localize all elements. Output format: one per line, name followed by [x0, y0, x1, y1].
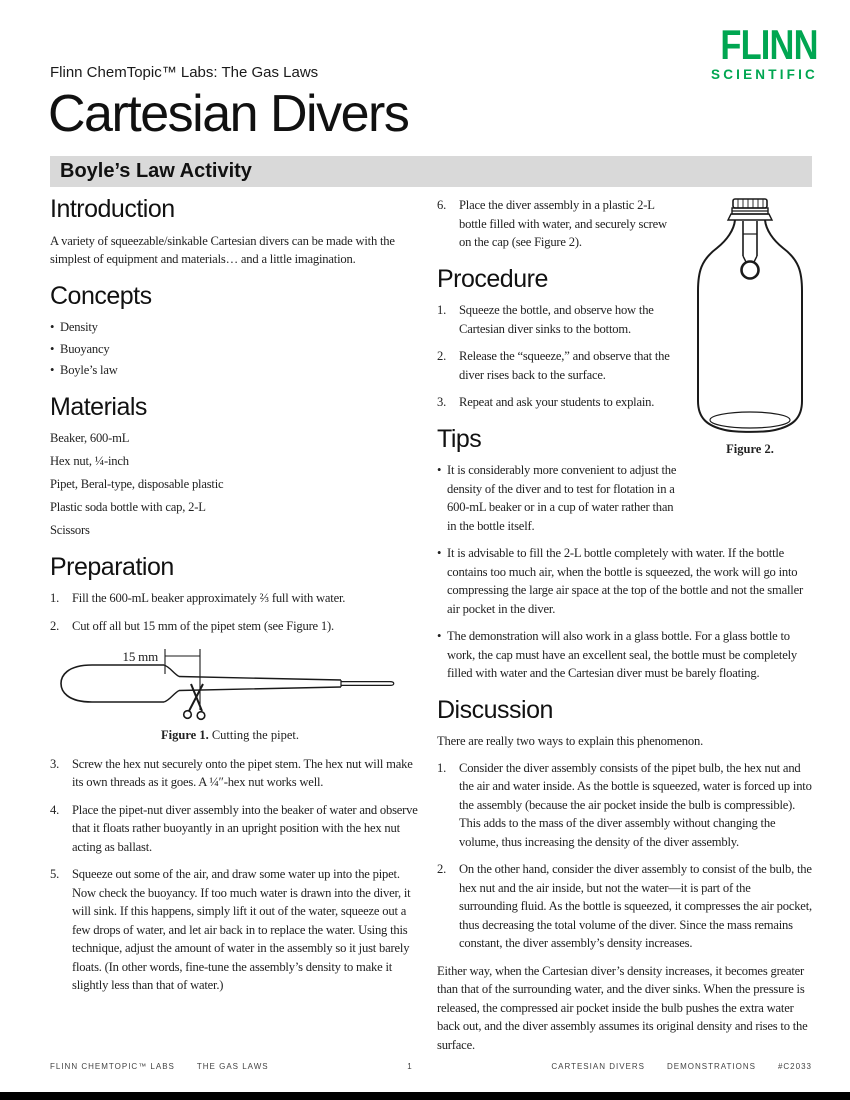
- concept-boyles-law: Boyle’s law: [60, 363, 118, 377]
- discussion-closing: Either way, when the Cartesian diver’s density increases, it becomes greater than that of the surrounding water, and the diver sinks. When the pressure is released, the compressed air pocket inside the bulb pushes the extra water back out, and the diver assembly assumes its original density and rises to the surface.: [437, 963, 808, 1052]
- procedure-step: [437, 301, 678, 338]
- discussion-lead: There are really two ways to explain this phenomenon.: [437, 734, 704, 748]
- step-number: 2.: [50, 618, 60, 633]
- bullet-marker: [50, 340, 60, 359]
- right-column: [437, 196, 812, 1062]
- list-item: Beaker, 600-mL: [50, 431, 130, 445]
- footer-doc-title: CARTESIAN DIVERS: [551, 1062, 645, 1071]
- concept-density: Density: [60, 320, 98, 334]
- preparation-step: [50, 755, 425, 792]
- heading-materials: Materials: [50, 392, 147, 421]
- dimension-label: 15 mm: [122, 649, 158, 664]
- figure-1-caption: [52, 726, 408, 745]
- section-materials: [50, 394, 425, 540]
- footer-left: [50, 1062, 269, 1071]
- step-number: 5.: [50, 867, 60, 881]
- step-text: Cut off all but 15 mm of the pipet stem (see Figure 1).: [72, 618, 334, 633]
- section-tips: [437, 426, 812, 683]
- procedure-step: [437, 347, 678, 384]
- footer-catalog-number: #C2033: [777, 1062, 812, 1071]
- step-number: 6.: [437, 198, 447, 212]
- figure-1-caption-text: Cutting the pipet.: [208, 728, 299, 742]
- scissors-icon: [184, 684, 205, 719]
- concepts-list: [50, 318, 425, 380]
- step-number: 3.: [437, 395, 447, 409]
- list-item: Plastic soda bottle with cap, 2-L: [50, 500, 206, 514]
- list-item: [50, 340, 425, 359]
- figure-2-label: Figure 2.: [726, 442, 774, 456]
- diver-in-bottle: [742, 221, 759, 279]
- step-text: Consider the diver assembly consists of the pipet bulb, the hex nut and the air and water inside. As the bottle is squeezed, water is forced up into the assembly (because the air pocket inside the bulb is compressible). This adds to the mass of the diver assembly without changing the volume, thus increasing the density of the diver assembly.: [459, 760, 812, 849]
- heading-introduction: Introduction: [50, 195, 175, 223]
- footer-right: [551, 1062, 812, 1071]
- tip-item: [437, 461, 678, 535]
- bullet-marker: [437, 627, 447, 683]
- preparation-step: [50, 865, 425, 995]
- bullet-marker: [437, 544, 447, 618]
- step-number: 1.: [50, 591, 60, 605]
- list-item: Pipet, Beral-type, disposable plastic: [50, 477, 224, 491]
- step-text: Repeat and ask your students to explain.: [459, 395, 655, 409]
- activity-banner-label: Boyle’s Law Activity: [60, 160, 252, 182]
- step-text: On the other hand, consider the diver assembly to consist of the bulb, the hex nut and the air inside, but not the water—it is part of the surrounding fluid. As the bottle is squeezed, it compresses the air pocket, thus decreasing the total volume of the diver. Since the mass remains constant, the diver assembly’s density increases.: [459, 862, 812, 950]
- page-number: 1: [407, 1062, 413, 1071]
- bullet-marker: [437, 461, 447, 535]
- tip-text: It is considerably more convenient to adjust the density of the diver and to test for flotation in a 600-mL beaker or in a cup of water rather than in the bottle itself.: [447, 463, 677, 533]
- logo-word-scientific: SCIENTIFIC: [710, 67, 818, 82]
- step-text: Fill the 600-mL beaker approximately ⅔ full with water.: [72, 591, 346, 605]
- figure-1-label: Figure 1.: [161, 728, 209, 742]
- activity-banner: [50, 156, 812, 187]
- section-discussion: [437, 697, 812, 1055]
- concept-buoyancy: Buoyancy: [60, 341, 110, 356]
- preparation-step-6: [437, 196, 678, 252]
- step-number: 1.: [437, 303, 447, 317]
- preparation-step: [50, 589, 425, 608]
- footer-series: FLINN CHEMTOPIC™ LABS: [50, 1062, 175, 1071]
- step-number: 1.: [437, 760, 447, 775]
- heading-concepts: Concepts: [50, 281, 152, 310]
- tip-text: It is advisable to fill the 2-L bottle completely with water. If the bottle contains too much air, when the bottle is squeezed, the work will go into compressing the large air space at the top of the bottle and not the smaller air pocket in the diver.: [447, 546, 803, 616]
- list-item: [50, 318, 425, 337]
- left-column: [50, 196, 425, 1062]
- heading-procedure: Procedure: [437, 264, 548, 293]
- footer-category: DEMONSTRATIONS: [666, 1062, 756, 1071]
- content-columns: [50, 196, 812, 1062]
- step-text: Place the pipet-nut diver assembly into the beaker of water and observe that it floats rather buoyantly in an upright position with the hex nut acting as ballast.: [72, 802, 418, 854]
- heading-discussion: Discussion: [437, 695, 553, 724]
- bullet-marker: [50, 318, 60, 337]
- section-concepts: [50, 283, 425, 380]
- tip-text: The demonstration will also work in a glass bottle. For a glass bottle to work, the cap must have an excellent seal, the bottle must be completely filled with water and the Cartesian diver must be barely floating.: [447, 629, 798, 680]
- page-title: Cartesian Divers: [48, 85, 409, 143]
- figure-2-caption: [688, 440, 812, 459]
- materials-list: [50, 429, 425, 540]
- discussion-point: [437, 759, 812, 852]
- list-item: Hex nut, ¼-inch: [50, 454, 129, 468]
- list-item: [50, 361, 425, 380]
- section-preparation: [50, 554, 425, 995]
- flinn-scientific-logo: [699, 21, 818, 82]
- figure-2: [688, 196, 812, 459]
- tip-item: [437, 544, 812, 618]
- section-introduction: [50, 196, 425, 269]
- step-text: Release the “squeeze,” and observe that the diver rises back to the surface.: [459, 349, 670, 382]
- tip-item: [437, 627, 812, 683]
- heading-preparation: Preparation: [50, 552, 174, 581]
- step-number: 4.: [50, 802, 60, 817]
- series-line: Flinn ChemTopic™ Labs: The Gas Laws: [50, 64, 319, 81]
- step-text: Squeeze the bottle, and observe how the Cartesian diver sinks to the bottom.: [459, 303, 654, 336]
- step-number: 3.: [50, 756, 60, 771]
- step-text: Squeeze out some of the air, and draw some water up into the pipet. Now check the buoyancy. If too much water is drawn into the diver, it will sink. If this happens, simply lift it out of the water, squeeze out a few drops of water, and let air back in to replace the water. Using this technique, adjust the amount of water in the assembly so it just barely floats. (In other words, fine-tune the assembly’s density to make it slightly less than that of water.): [72, 867, 411, 992]
- bottle-illustration: [691, 196, 809, 438]
- step-text: Screw the hex nut securely onto the pipet stem. The hex nut will make its own threads as it goes. A ¼″-hex nut works well.: [72, 756, 413, 789]
- logo-word-flinn: FLINN: [720, 21, 818, 68]
- pipet-illustration: [52, 644, 408, 724]
- discussion-point: [437, 860, 812, 953]
- scan-edge-bar: [0, 1092, 850, 1100]
- step-text: Place the diver assembly in a plastic 2-L bottle filled with water, and securely screw on the cap (see Figure 2).: [459, 198, 667, 249]
- footer-volume: THE GAS LAWS: [196, 1062, 269, 1071]
- heading-tips: Tips: [437, 424, 482, 453]
- preparation-step: [50, 617, 425, 636]
- figure-1: [52, 644, 408, 745]
- page-footer: [50, 1062, 812, 1071]
- step-number: 2.: [437, 349, 447, 363]
- list-item: Scissors: [50, 523, 90, 537]
- procedure-step: [437, 393, 678, 412]
- step-number: 2.: [437, 862, 447, 876]
- introduction-text: A variety of squeezable/sinkable Cartesian divers can be made with the simplest of equipment and materials… and a little imagination.: [50, 233, 395, 266]
- preparation-step: [50, 801, 425, 857]
- bullet-marker: [50, 361, 60, 380]
